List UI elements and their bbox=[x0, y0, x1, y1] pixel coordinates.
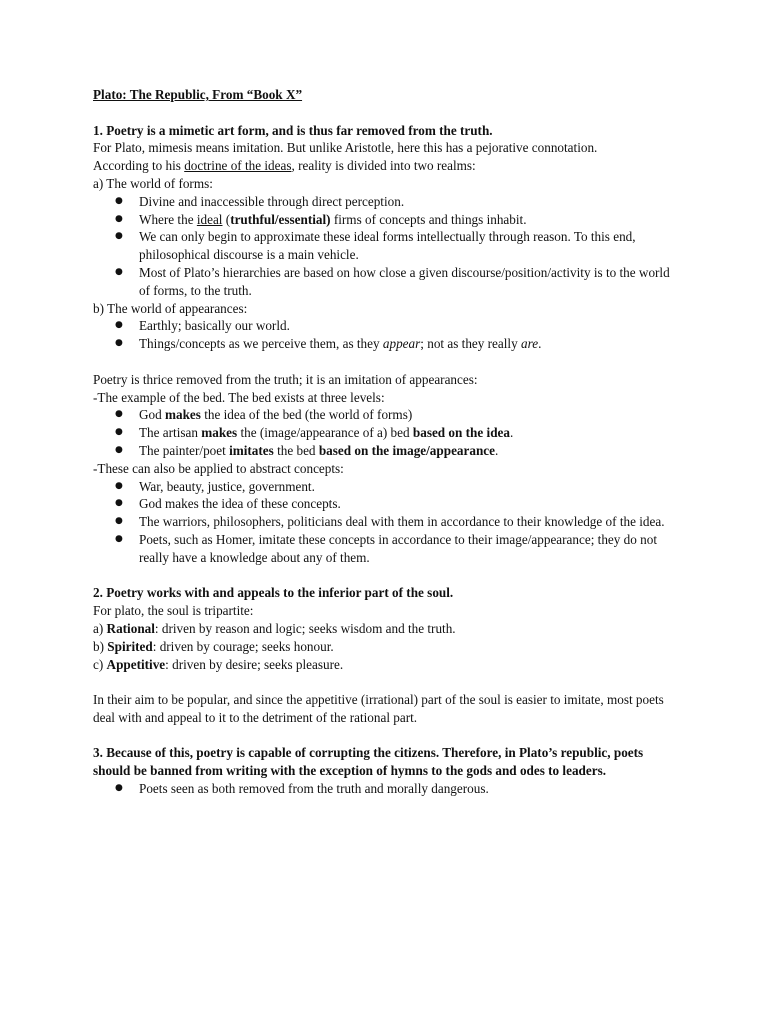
bed-levels-list bbox=[93, 406, 683, 459]
section-1-paragraph-1: For Plato, mimesis means imitation. But unlike Aristotle, here this has a pejorative connotation. bbox=[93, 140, 598, 156]
list-item: ● The warriors, philosophers, politicians deal with them in accordance to their knowledge of the idea. bbox=[93, 513, 683, 531]
world-of-forms-list bbox=[93, 193, 683, 300]
bed-example-intro: -The example of the bed. The bed exists at three levels: bbox=[93, 389, 385, 405]
section-2-heading: 2. Poetry works with and appeals to the inferior part of the soul. bbox=[93, 585, 454, 601]
list-item: ● We can only begin to approximate these ideal forms intellectually through reason. To this end, philosophical discourse is a main vehicle. bbox=[93, 228, 683, 264]
list-item: ● The artisan makes the (image/appearance of a) bed based on the idea. bbox=[93, 424, 683, 442]
spacer bbox=[93, 727, 683, 745]
list-item: ● Earthly; basically our world. bbox=[93, 317, 683, 335]
world-of-forms-label: a) The world of forms: bbox=[93, 175, 213, 191]
list-item: ● War, beauty, justice, government. bbox=[93, 478, 683, 496]
document-page bbox=[93, 86, 683, 798]
abstract-concepts-list bbox=[93, 478, 683, 567]
list-item: ● The painter/poet imitates the bed based on the image/appearance. bbox=[93, 442, 683, 460]
section-1-paragraph-2: According to his doctrine of the ideas, reality is divided into two realms: bbox=[93, 158, 476, 174]
list-item: ● God makes the idea of the bed (the world of forms) bbox=[93, 406, 683, 424]
list-item: ● Things/concepts as we perceive them, as they appear; not as they really are. bbox=[93, 335, 683, 353]
section-1-heading: 1. Poetry is a mimetic art form, and is thus far removed from the truth. bbox=[93, 122, 493, 138]
spacer bbox=[93, 567, 683, 585]
spacer bbox=[93, 104, 683, 122]
spacer bbox=[93, 673, 683, 691]
section-2-paragraph-2: In their aim to be popular, and since the appetitive (irrational) part of the soul is easier to imitate, most poets deal with and appeal to it to the detriment of the rational part. bbox=[93, 692, 664, 725]
document-title: Plato: The Republic, From “Book X” bbox=[93, 87, 303, 102]
section-3-heading: 3. Because of this, poetry is capable of corrupting the citizens. Therefore, in Plato’s republic, poets should be banned from writing with the exception of hymns to the gods and odes to leaders. bbox=[93, 745, 644, 779]
thrice-removed-paragraph: Poetry is thrice removed from the truth; it is an imitation of appearances: bbox=[93, 371, 478, 387]
section-3-list bbox=[93, 780, 683, 798]
list-item: ● Divine and inaccessible through direct perception. bbox=[93, 193, 683, 211]
world-of-appearances-label: b) The world of appearances: bbox=[93, 300, 248, 316]
list-item: ● Poets seen as both removed from the truth and morally dangerous. bbox=[93, 780, 683, 798]
soul-part-appetitive: c) Appetitive: driven by desire; seeks pleasure. bbox=[93, 656, 344, 672]
list-item: ● God makes the idea of these concepts. bbox=[93, 495, 683, 513]
soul-tripartite-intro: For plato, the soul is tripartite: bbox=[93, 603, 254, 619]
list-item: ● Poets, such as Homer, imitate these concepts in accordance to their image/appearance; they do not really have a knowledge about any of them. bbox=[93, 531, 683, 567]
soul-part-rational: a) Rational: driven by reason and logic; seeks wisdom and the truth. bbox=[93, 620, 456, 636]
spacer bbox=[93, 353, 683, 371]
list-item: ● Where the ideal (truthful/essential) firms of concepts and things inhabit. bbox=[93, 211, 683, 229]
doctrine-of-ideas-term: doctrine of the ideas bbox=[184, 158, 292, 174]
world-of-appearances-list bbox=[93, 317, 683, 353]
abstract-concepts-intro: -These can also be applied to abstract concepts: bbox=[93, 460, 344, 476]
soul-part-spirited: b) Spirited: driven by courage; seeks honour. bbox=[93, 638, 334, 654]
list-item: ● Most of Plato’s hierarchies are based on how close a given discourse/position/activity is to the world of forms, to the truth. bbox=[93, 264, 683, 300]
